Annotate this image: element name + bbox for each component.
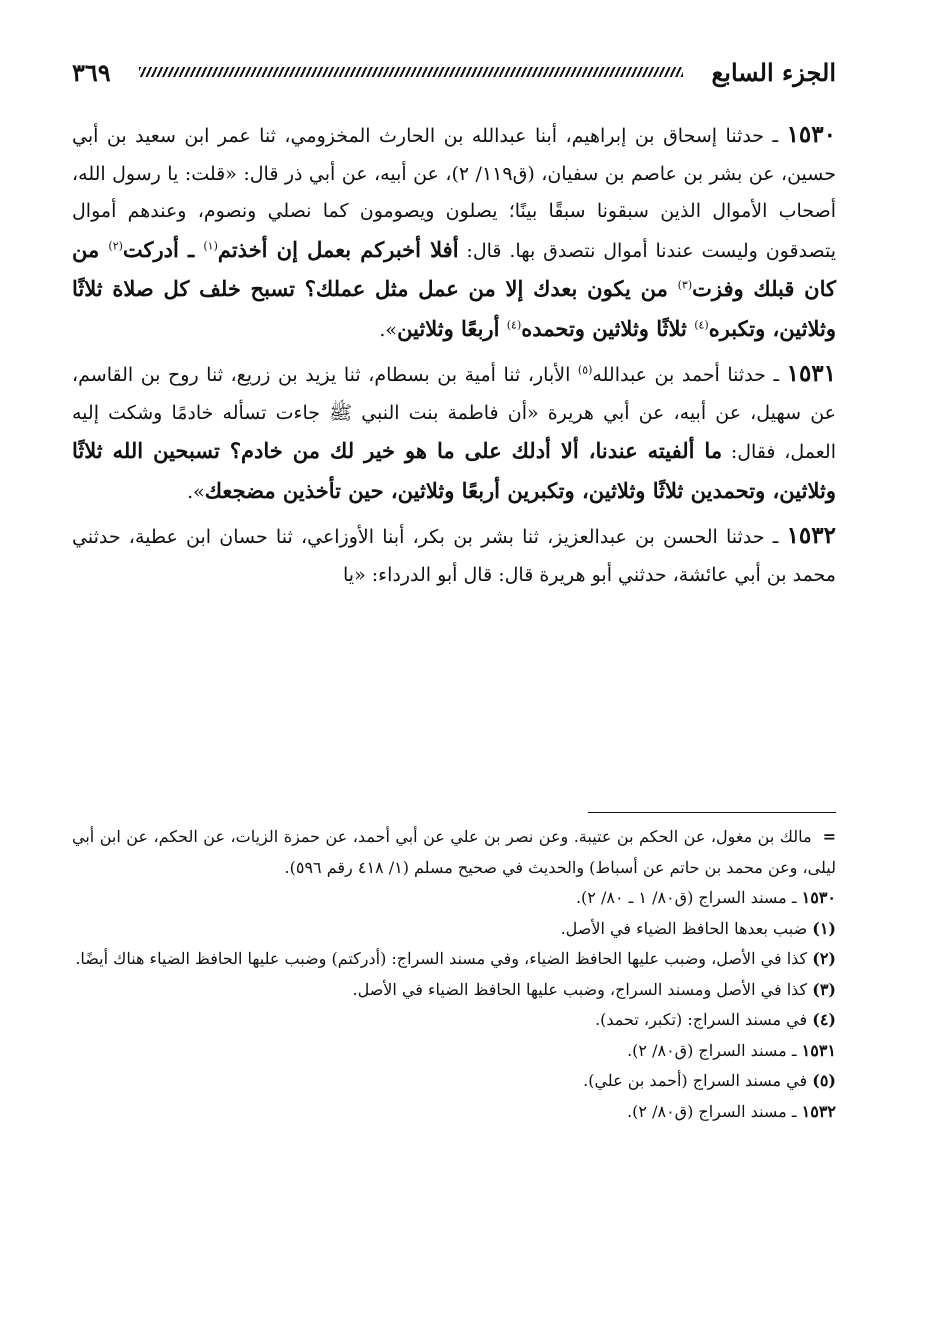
footnote-marker: (٥) [812,1071,836,1090]
footnote-text: كذا في الأصل ومسند السراج، وضبب عليها الحافظ الضياء في الأصل. [352,979,808,999]
footnote-2 [72,944,836,975]
main-text [72,116,836,600]
hadith-text: الأبار، ثنا أمية بن بسطام، ثنا يزيد بن زريع، ثنا روح بن القاسم، عن سهيل، عن أبيه، عن أبي هريرة «أن فاطمة بنت النبي ﷺ جاءت تسأله خادمًا وشكت إليه العمل، فقال: [72,364,836,463]
footnote-source-1532 [72,1097,836,1128]
footnote-ref: (٤) [506,318,522,332]
footnote-text: كذا في الأصل، وضبب عليها الحافظ الضياء، وفي مسند السراج: (أدركتم) وضبب عليها الحافظ الضياء هناك أيضًا. [75,949,808,968]
footnote-3 [72,975,836,1006]
page-number: ٣٦٩ [72,57,111,87]
footnote-ref: (٢) [108,239,123,253]
footnote-source-1531 [72,1036,836,1067]
hadith-bold-text: من يكون بعدك إلا من عمل مثل عملك؟ تسبح خلف كل صلاة ثلاثًا وثلاثين، وتكبره [72,276,836,341]
footnote-5 [72,1066,836,1097]
footnote-marker: (٣) [812,979,836,999]
footnotes [72,822,836,1127]
hadith-1532 [72,517,836,594]
hadith-number: ١٥٣٠ [786,121,836,148]
header-hatched-rule [139,67,684,77]
hadith-text: ـ حدثنا الحسن بن عبدالعزيز، ثنا بشر بن بكر، أبنا الأوزاعي، ثنا حسان ابن عطية، حدثني محمد بن أبي عائشة، حدثني أبو هريرة قال: قال أبو الدرداء: «يا [72,526,836,586]
footnote-ref: (١) [203,239,218,253]
hadith-body [72,125,836,341]
hadith-number: ١٥٣١ [786,360,837,387]
hadith-bold-text: ما ألفيته عندنا، ألا أدلك على ما هو خير لك من خادم؟ تسبحين الله ثلاثًا وثلاثين، وتحمدين ثلاثًا وثلاثين، وتكبرين أربعًا وثلاثين، حين تأخذين مضجعك [72,438,836,503]
footnote-source-1530 [72,883,836,914]
hadith-body [72,364,836,503]
footnote-marker: (١) [812,918,836,938]
hadith-text: ـ حدثنا إسحاق بن إبراهيم، أبنا عبدالله بن الحارث المخزومي، ثنا عمر ابن سعيد بن أبي حسين، عن بشر بن عاصم بن سفيان، (ق١١٩/ ٢)، عن أبيه، عن أبي ذر قال: «قلت: يا رسول الله، أصحاب الأموال الذين سبقونا سبقًا بينًا؛ يصلون ويصومون كما نصلي ونصوم، وعندهم أموال يتصدقون وليست عندنا أموال نتصدق بها. قال: [72,125,837,262]
footnote-marker: ١٥٣٢ [801,1101,836,1121]
footnote-divider [588,812,836,813]
hadith-body [72,526,836,586]
footnote-continuation [72,822,836,883]
hadith-bold-text: أفلا أخبركم بعمل إن أخذتم [217,236,459,262]
footnote-marker: ١٥٣١ [801,1040,836,1060]
volume-title: الجزء السابع [711,57,836,87]
hadith-bold-text: أربعًا وثلاثين [397,315,507,341]
hadith-bold-text: ثلاثًا وثلاثين وتحمده [521,315,695,341]
footnote-1 [72,914,836,945]
hadith-bold-text: ـ أدركت [122,236,204,262]
footnote-ref: (٤) [694,318,709,332]
footnote-ref: (٣) [677,278,693,292]
footnote-4 [72,1005,836,1036]
hadith-text: ». [187,480,205,503]
footnote-marker: (٢) [812,949,836,968]
footnote-text: في مسند السراج: (تكبر، تحمد). [595,1010,808,1029]
hadith-bold-text: من كان قبلك وفزت [72,236,836,301]
footnote-marker: ١٥٣٠ [801,888,836,907]
hadith-text: ـ حدثنا أحمد بن عبدالله [592,364,787,386]
hadith-1530 [72,116,836,349]
footnote-marker: (٤) [812,1010,836,1029]
hadith-1531 [72,355,836,511]
footnote-text: ـ مسند السراج (ق٨٠/ ٢). [627,1101,797,1121]
footnote-text: في مسند السراج (أحمد بن علي). [583,1071,808,1090]
page-header [72,44,836,100]
hadith-text: ». [379,318,398,341]
footnote-text: ـ مسند السراج (ق٨٠/ ١ ـ ٨٠/ ٢). [575,888,797,907]
footnote-text: ـ مسند السراج (ق٨٠/ ٢). [627,1040,797,1060]
footnote-marker: = [822,827,836,846]
hadith-number: ١٥٣٢ [786,522,836,549]
footnote-text: ضبب بعدها الحافظ الضياء في الأصل. [560,918,808,938]
footnote-text: مالك بن مغول، عن الحكم بن عتيبة. وعن نصر بن علي عن أبي أحمد، عن حمزة الزيات، عن الحكم، عن ابن أبي ليلى، وعن محمد بن حاتم عن أسباط) والحديث في صحيح مسلم (١/ ٤١٨ رقم ٥٩٦). [72,827,836,877]
footnote-ref: (٥) [577,363,593,377]
